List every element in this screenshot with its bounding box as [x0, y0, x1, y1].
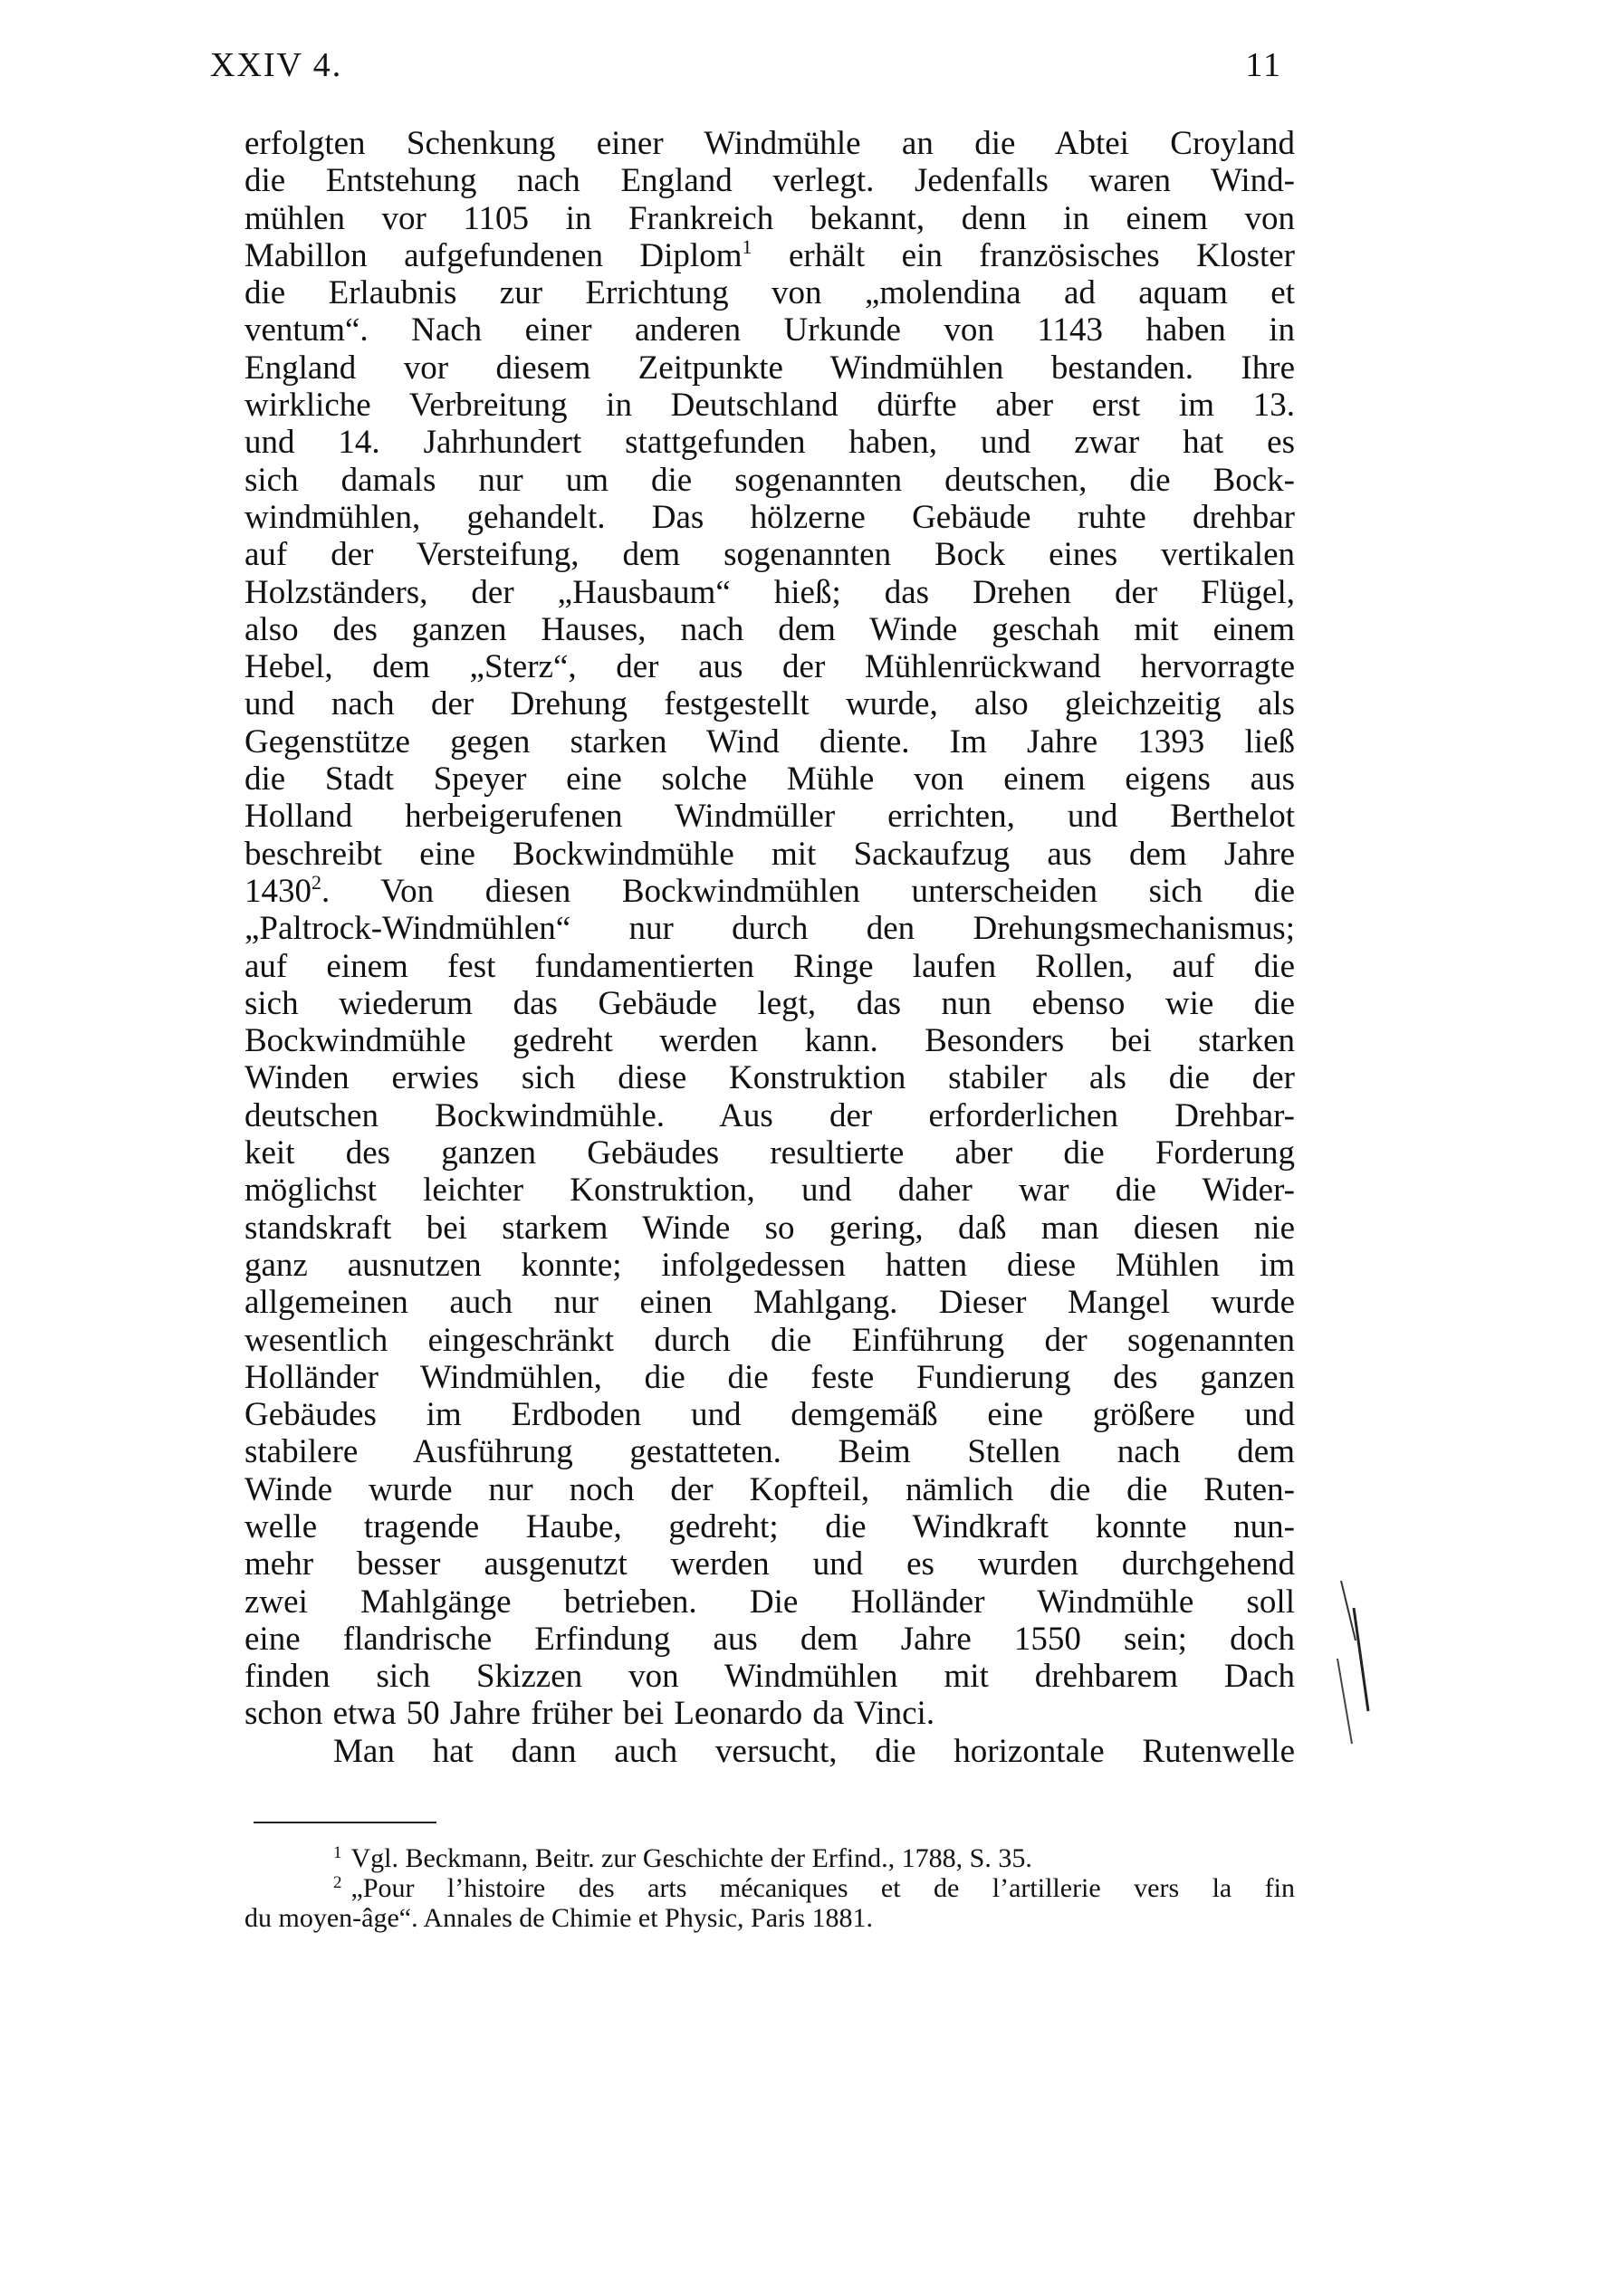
text-segment: erhält ein französisches Kloster	[752, 236, 1295, 274]
text-line: wesentlich eingeschränkt durch die Einführung der sogenannten	[244, 1321, 1295, 1359]
text-line: stabilere Ausführung gestatteten. Beim Stellen nach dem	[244, 1433, 1295, 1471]
text-segment: . Von diesen Bockwindmühlen unterscheiden sich die	[321, 872, 1295, 910]
text-line: Hebel, dem „Sterz“, der aus der Mühlenrückwand hervorragte	[244, 648, 1295, 686]
text-segment: Mabillon aufgefundenen Diplom	[244, 236, 743, 274]
footnote-text: „Pour l’histoire des arts mécaniques et de l’artillerie vers la fin	[350, 1873, 1295, 1903]
text-line: keit des ganzen Gebäudes resultierte aber die Forderung	[244, 1134, 1295, 1172]
footnote-ref: 1	[742, 234, 752, 258]
footnote-marker: 2	[333, 1873, 342, 1892]
text-line: wirkliche Verbreitung in Deutschland dürfte aber erst im 13.	[244, 387, 1295, 425]
text-line: Winde wurde nur noch der Kopfteil, nämlich die die Ruten-	[244, 1470, 1295, 1508]
section-label: XXIV 4.	[210, 46, 343, 84]
text-line: ganz ausnutzen konnte; infolgedessen hatten diese Mühlen im	[244, 1246, 1295, 1284]
text-line: England vor diesem Zeitpunkte Windmühlen bestanden. Ihre	[244, 349, 1295, 387]
text-line: die Erlaubnis zur Errichtung von „molendina ad aquam et	[244, 274, 1295, 312]
text-line: ventum“. Nach einer anderen Urkunde von 1143 haben in	[244, 311, 1295, 349]
body-text	[244, 125, 1295, 1770]
footnotes	[244, 1843, 1295, 1933]
text-line: Bockwindmühle gedreht werden kann. Besonders bei starken	[244, 1022, 1295, 1060]
text-line: auf der Versteifung, dem sogenannten Bock eines vertikalen	[244, 536, 1295, 574]
text-line: Gebäudes im Erdboden und demgemäß eine größere und	[244, 1396, 1295, 1434]
text-line: und 14. Jahrhundert stattgefunden haben, und zwar hat es	[244, 424, 1295, 462]
text-line	[244, 234, 1295, 274]
footnote-marker: 1	[333, 1843, 342, 1862]
text-line: welle tragende Haube, gedreht; die Windkraft konnte nun-	[244, 1507, 1295, 1545]
text-line: Gegenstütze gegen starken Wind diente. Im Jahre 1393 ließ	[244, 722, 1295, 761]
text-line: Winden erwies sich diese Konstruktion stabiler als die der	[244, 1059, 1295, 1097]
footnote-ref: 2	[311, 870, 321, 894]
footnote-text: Vgl. Beckmann, Beitr. zur Geschichte der Erfind., 1788, S. 35.	[350, 1843, 1032, 1873]
text-line	[244, 870, 1295, 910]
footnote-rule	[254, 1822, 436, 1823]
text-line: standskraft bei starkem Winde so gering, daß man diesen nie	[244, 1209, 1295, 1247]
text-line: deutschen Bockwindmühle. Aus der erforderlichen Drehbar-	[244, 1096, 1295, 1134]
text-segment: 1430	[244, 872, 311, 910]
text-line: auf einem fest fundamentierten Ringe laufen Rollen, auf die	[244, 947, 1295, 985]
footnote-1	[244, 1843, 1295, 1873]
text-line: finden sich Skizzen von Windmühlen mit drehbarem Dach	[244, 1658, 1295, 1696]
text-line: eine flandrische Erfindung aus dem Jahre 1550 sein; doch	[244, 1620, 1295, 1658]
page-number: 11	[1245, 46, 1282, 84]
text-line: beschreibt eine Bockwindmühle mit Sackaufzug aus dem Jahre	[244, 835, 1295, 873]
text-line: mehr besser ausgenutzt werden und es wurden durchgehend	[244, 1545, 1295, 1583]
text-line: Holzständers, der „Hausbaum“ hieß; das Drehen der Flügel,	[244, 573, 1295, 611]
margin-pencil-marks	[1336, 1575, 1390, 1756]
text-line: die Entstehung nach England verlegt. Jedenfalls waren Wind-	[244, 162, 1295, 200]
text-line: mühlen vor 1105 in Frankreich bekannt, denn in einem von	[244, 199, 1295, 237]
text-line: also des ganzen Hauses, nach dem Winde geschah mit einem	[244, 610, 1295, 648]
text-line: schon etwa 50 Jahre früher bei Leonardo da Vinci.	[244, 1695, 935, 1733]
text-line: möglichst leichter Konstruktion, und daher war die Wider-	[244, 1172, 1295, 1210]
text-line: und nach der Drehung festgestellt wurde, also gleichzeitig als	[244, 685, 1295, 723]
footnote-2-continuation: du moyen-âge“. Annales de Chimie et Physic, Paris 1881.	[244, 1903, 874, 1933]
text-line: Man hat dann auch versucht, die horizontale Rutenwelle	[333, 1732, 1295, 1770]
text-line: sich damals nur um die sogenannten deutschen, die Bock-	[244, 461, 1295, 499]
text-line: erfolgten Schenkung einer Windmühle an die Abtei Croyland	[244, 125, 1295, 162]
text-line: Holland herbeigerufenen Windmüller errichten, und Berthelot	[244, 798, 1295, 836]
text-line: Holländer Windmühlen, die die feste Fundierung des ganzen	[244, 1358, 1295, 1396]
footnote-2	[244, 1873, 1295, 1903]
running-head	[210, 45, 1282, 91]
text-line: sich wiederum das Gebäude legt, das nun ebenso wie die	[244, 984, 1295, 1022]
text-line: windmühlen, gehandelt. Das hölzerne Gebäude ruhte drehbar	[244, 498, 1295, 536]
text-line: „Paltrock-Windmühlen“ nur durch den Drehungsmechanismus;	[244, 910, 1295, 948]
text-line: zwei Mahlgänge betrieben. Die Holländer Windmühle soll	[244, 1583, 1295, 1621]
pencil-mark-icon	[1336, 1575, 1390, 1756]
text-line: die Stadt Speyer eine solche Mühle von einem eigens aus	[244, 761, 1295, 799]
text-line: allgemeinen auch nur einen Mahlgang. Dieser Mangel wurde	[244, 1284, 1295, 1322]
